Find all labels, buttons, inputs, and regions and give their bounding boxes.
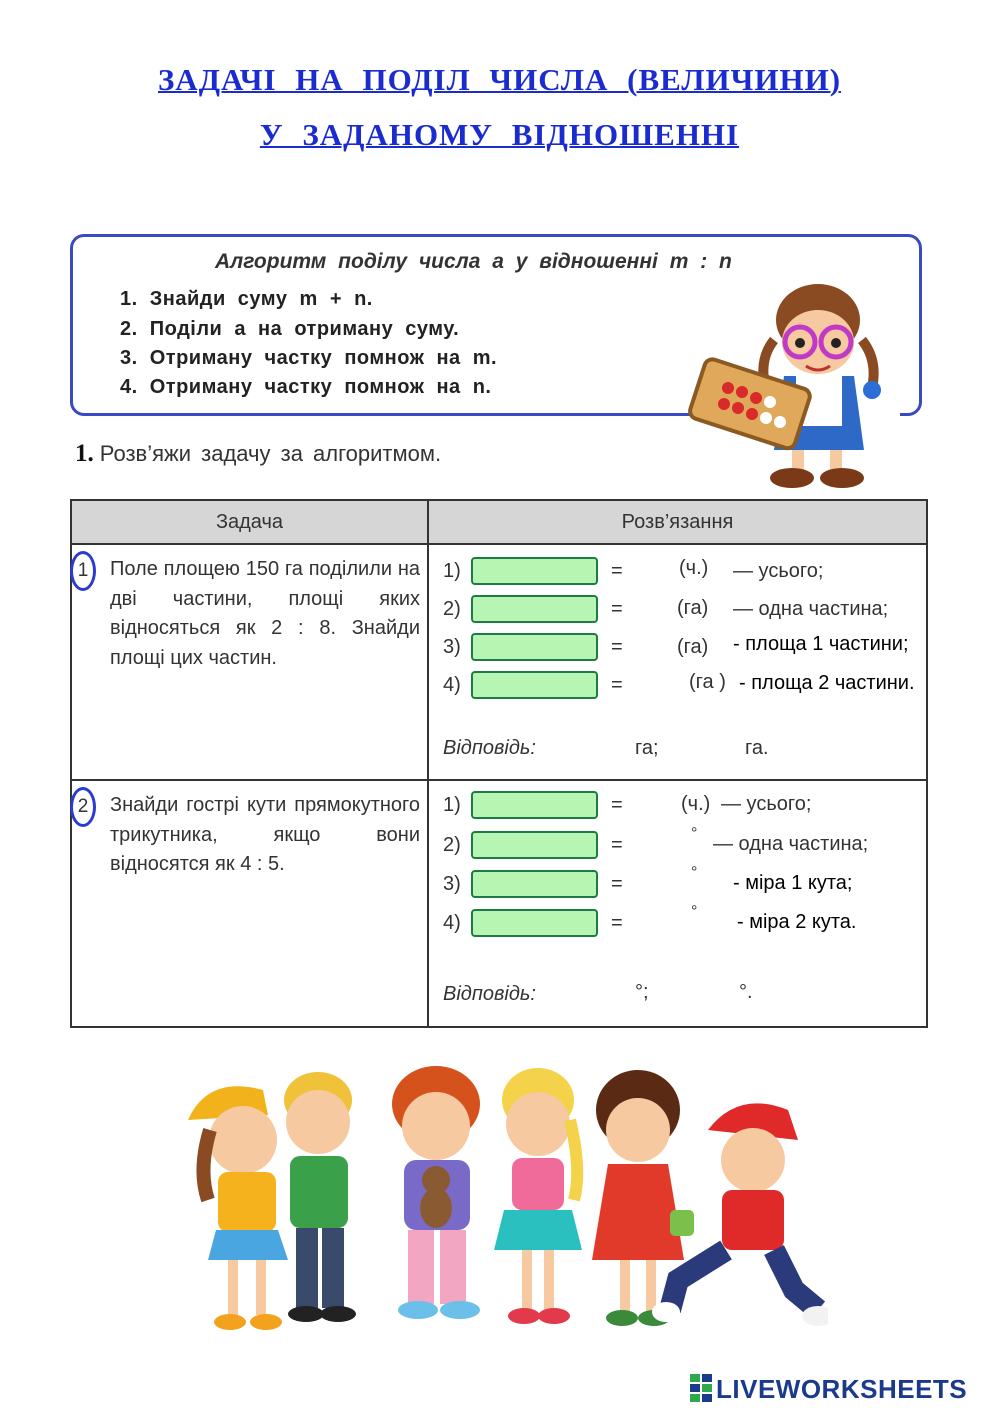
answer-label: Відповідь: [443,983,536,1005]
answer-input-box[interactable] [471,909,598,937]
step-description: - міра 1 кута; [733,872,853,894]
solution-row [443,864,923,900]
solution-cell [428,780,927,1027]
equals-sign: = [611,636,623,658]
step-number: 1) [443,794,461,816]
equals-sign: = [611,674,623,696]
step-description: - площа 2 частини. [739,672,915,694]
equals-sign: = [611,794,623,816]
problem-text: Знайди гострі кути прямокутного трикутника, якщо вони відносятся як 4 : 5. [110,794,420,875]
liveworksheets-logo-icon [690,1370,714,1404]
equals-sign: = [611,598,623,620]
exercise-number: 1. [75,440,94,467]
brand-name: LIVEWORKSHEETS [716,1374,968,1404]
solution-row [443,595,923,625]
answer-value: га. [745,737,769,759]
algorithm-step-3: 3. Отриману частку помнож на m. [120,347,498,369]
equals-sign: = [611,873,623,895]
equals-sign: = [611,560,623,582]
answer-input-box[interactable] [471,870,598,898]
algorithm-heading: Алгоритм поділу числа а у відношенні m : n [215,250,732,273]
solution-row [443,791,923,821]
unit-label: (га) [677,597,709,619]
child-illustration [188,1086,288,1330]
exercise-instruction [75,440,441,468]
step-number: 1) [443,560,461,582]
step-description: — усього; [721,793,812,815]
unit-label: (га ) [689,671,726,693]
answer-label: Відповідь: [443,737,536,759]
page-title-line-1: ЗАДАЧІ НА ПОДІЛ ЧИСЛА (ВЕЛИЧИНИ) [157,62,842,97]
solution-row [443,633,923,663]
answer-value: га; [635,737,659,759]
exercise-instruction-text: Розв’яжи задачу за алгоритмом. [99,441,442,466]
unit-label: (га) [677,636,709,658]
step-description: — одна частина; [733,598,889,620]
step-description: — усього; [733,560,824,582]
algorithm-step-4: 4. Отриману частку помнож на n. [120,376,492,398]
answer-value: °; [635,981,649,1003]
unit-label: (ч.) [681,793,711,815]
step-description: — одна частина; [713,833,869,855]
algorithm-step-1: 1. Знайди суму m + n. [120,288,373,310]
answer-input-box[interactable] [471,831,598,859]
girl-with-abacus-illustration [688,280,903,495]
step-description: - міра 2 кута. [737,911,857,933]
step-number: 3) [443,636,461,658]
problem-text: Поле площею 150 га поділили на дві частини, площі яких відносяться як 2 : 8. Знайди площі цих частин. [110,558,420,669]
task-table [70,499,928,1028]
algorithm-step-2: 2. Поділи а на отриману суму. [120,318,460,340]
equals-sign: = [611,834,623,856]
degree-sign: ° [691,825,698,842]
problem-marker: 2 [70,787,96,827]
page-title-line-2: У ЗАДАНОМУ ВІДНОШЕННІ [259,117,740,152]
step-number: 4) [443,674,461,696]
header-task: Задача [71,500,428,544]
step-description: - площа 1 частини; [733,633,909,655]
answer-input-box[interactable] [471,791,598,819]
answer-input-box[interactable] [471,557,598,585]
step-number: 4) [443,912,461,934]
child-illustration [284,1072,356,1322]
children-group-illustration [178,1060,828,1360]
step-number: 2) [443,834,461,856]
problem-cell [71,780,428,1027]
degree-sign: ° [691,864,698,881]
table-row [71,544,927,780]
answer-input-box[interactable] [471,633,598,661]
answer-input-box[interactable] [471,595,598,623]
answer-input-box[interactable] [471,671,598,699]
solution-row [443,557,923,587]
problem-cell [71,544,428,780]
solution-row [443,671,923,701]
equals-sign: = [611,912,623,934]
child-illustration [392,1066,480,1319]
solution-row [443,825,923,861]
solution-row [443,903,923,939]
degree-sign: ° [691,903,698,920]
step-number: 3) [443,873,461,895]
problem-marker: 1 [70,551,96,591]
header-solution: Розв’язання [428,500,927,544]
answer-value: °. [739,981,753,1003]
solution-cell [428,544,927,780]
unit-label: (ч.) [679,557,709,579]
child-illustration [494,1068,582,1324]
step-number: 2) [443,598,461,620]
table-row [71,780,927,1027]
